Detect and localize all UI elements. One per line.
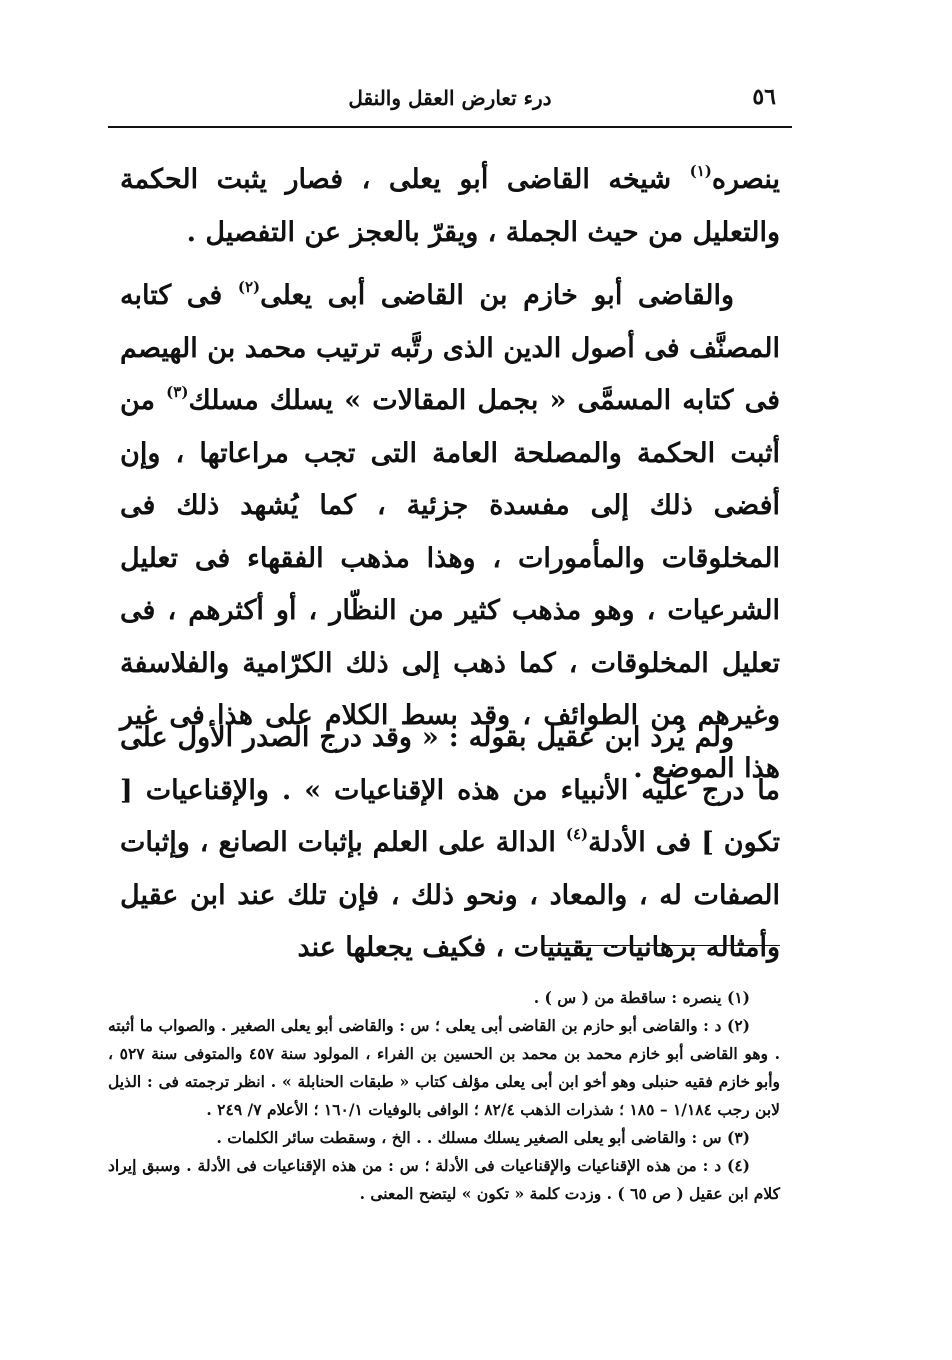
paragraph-1 bbox=[120, 154, 780, 259]
paragraph-1-text-b: شيخه القاضى أبو يعلى ، فصار يثبت الحكمة والتعليل من حيث الجملة ، ويقرّ بالعجز عن التفصيل . bbox=[120, 164, 780, 248]
page-header bbox=[108, 82, 792, 122]
paragraph-3-text-a: ولم يُرد ابن عقيل بقوله : « وقد درج الصدر الأول على ما درج عليه الأنبياء من هذه الإقناعيات » . والإقناعيات [ تكون ] فى الأدلة bbox=[120, 722, 780, 858]
footnote-4: (٤) د : من هذه الإقناعيات والإقناعيات فى الأدلة ؛ س : من هذه الإقناعيات فى الأدلة . وسبق إيراد كلام ابن عقيل ( ص ٦٥ ) . وزدت كلمة « تكون » ليتضح المعنى . bbox=[108, 1156, 780, 1203]
footnote-2: (٢) د : والقاضى أبو حازم بن القاضى أبى يعلى ؛ س : والقاضى أبو يعلى الصغير . والصواب ما أثبته . وهو القاضى أبو خازم محمد بن محمد بن الحسين بن الفراء ، المولود سنة ٤٥٧ والمتوفى سنة ٥٢٧ ، وأبو خازم فقيه حنبلى وهو أخو ابن أبى يعلى مؤلف كتاب « طبقات الحنابلة » . انظر ترجمته فى : الذيل لابن رجب ١/١٨٤ – ١٨٥ ؛ شذرات الذهب ٨٢/٤ ؛ الوافى بالوفيات ١٦٠/١ ؛ الأعلام ٧/ ٢٤٩ . bbox=[108, 1016, 780, 1119]
paragraph-2-text-c: من أثبت الحكمة والمصلحة العامة التى تجب مراعاتها ، وإن أفضى ذلك إلى مفسدة جزئية ، كما يُشهد ذلك فى المخلوقات والمأمورات ، وهذا مذهب الفقهاء فى تعليل الشرعيات ، وهو مذهب كثير من النظّار ، أو أكثرهم ، فى تعليل المخلوقات ، كما ذهب إلى ذلك الكرّامية والفلاسفة وغيرهم من الطوائف ، وقد بسط الكلام على هذا فى غير هذا الموضع . bbox=[120, 385, 780, 784]
running-title: درء تعارض العقل والنقل bbox=[348, 86, 552, 110]
footnote-ref-1: (١) bbox=[689, 162, 712, 180]
footnotes bbox=[108, 984, 780, 1208]
footnote-ref-2: (٢) bbox=[237, 278, 261, 296]
footnote-ref-3: (٣) bbox=[166, 383, 189, 401]
header-rule bbox=[108, 126, 792, 128]
paragraph-2-text-a: والقاضى أبو خازم بن القاضى أبى يعلى bbox=[260, 280, 735, 311]
paragraph-2-text-b: فى كتابه المصنَّف فى أصول الدين الذى رتَّبه ترتيب محمد بن الهيصم فى كتابه المسمَّى « بجمل المقالات » يسلك مسلك bbox=[120, 280, 780, 416]
footnote-rule bbox=[542, 945, 780, 946]
paragraph-1-text-a: ينصره bbox=[711, 164, 780, 195]
page-number: ٥٦ bbox=[752, 84, 776, 110]
paragraph-3-text-b: الدالة على العلم بإثبات الصانع ، وإثبات الصفات له ، والمعاد ، ونحو ذلك ، فإن تلك عند ابن عقيل وأمثاله برهانيات يقينيات ، فكيف يجعلها عند bbox=[120, 827, 780, 963]
footnote-1: (١) ينصره : ساقطة من ( س ) . bbox=[533, 988, 750, 1007]
footnote-ref-4: (٤) bbox=[565, 825, 589, 843]
footnote-3: (٣) س : والقاضى أبو يعلى الصغير يسلك مسلك . . الخ ، وسقطت سائر الكلمات . bbox=[216, 1128, 750, 1147]
paragraph-3 bbox=[120, 712, 780, 975]
